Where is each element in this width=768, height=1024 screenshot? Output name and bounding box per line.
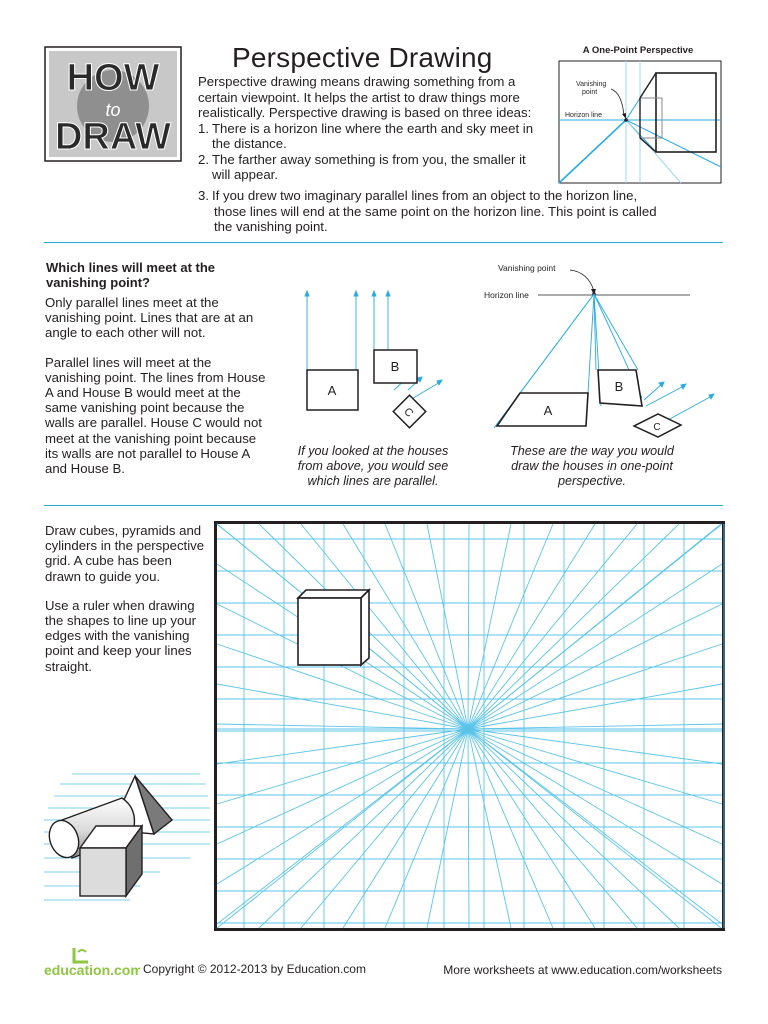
how-to-draw-logo [44, 46, 182, 162]
perspective-grid[interactable] [214, 521, 725, 931]
section3-para2: Use a ruler when drawing the shapes to line up your edges with the vanishing point and keep your lines straight. [45, 597, 197, 674]
house-a-label: A [327, 383, 337, 398]
education-logo [44, 944, 140, 978]
section-divider-2 [44, 505, 723, 506]
logo-draw: DRAW [54, 116, 172, 158]
section2-para1: Only parallel lines meet at the vanishing point. Lines that are at an angle to each other will not. [45, 295, 254, 341]
one-point-perspective-diagram [556, 40, 724, 185]
house-c-persp-label: C [653, 422, 661, 433]
more-worksheets-link[interactable]: More worksheets at www.education.com/worksheets [443, 963, 722, 977]
shapes-illustration [40, 762, 212, 912]
diagram3-horizon-label: Horizon line [484, 290, 529, 300]
house-a-persp-label: A [543, 403, 553, 418]
house-b-persp-label: B [614, 379, 624, 394]
diagram3-caption: These are the way you would draw the houses in one-point perspective. [510, 444, 674, 488]
page-title: Perspective Drawing [232, 42, 493, 73]
example-cube [298, 590, 369, 665]
houses-perspective-diagram [476, 258, 724, 442]
diagram1-title: A One-Point Perspective [582, 45, 694, 56]
idea-1: 1. There is a horizon line where the earth and sky meet in the distance. [198, 120, 534, 151]
section3-para1: Draw cubes, pyramids and cylinders in the perspective grid. A cube has been drawn to guide you. [45, 523, 205, 584]
diagram1-horizon-label: Horizon line [565, 112, 602, 119]
section2-para2: Parallel lines will meet at the vanishing point. The lines from House A and House B would meet at the same vanishing point because the walls are parallel. House C would not meet at the vanishing point because its walls are not parallel to House A and House B. [45, 354, 266, 477]
diagram1-vp-label-1: Vanishing [576, 81, 607, 88]
intro-text [198, 74, 538, 183]
section2-heading: Which lines will meet at the vanishing point? [46, 260, 216, 290]
logo-to: to [105, 100, 121, 120]
diagram3-vp-label: Vanishing point [498, 263, 556, 273]
copyright: Copyright © 2012-2013 by Education.com [143, 962, 366, 976]
intro-lead: Perspective drawing means drawing something from a certain viewpoint. It helps the artist to draw things more realistically. Perspective drawing is based on three ideas: [198, 74, 532, 120]
diagram1-vp-label-2: point [582, 89, 598, 96]
section-divider-1 [44, 242, 723, 243]
education-brand: education.com [44, 962, 140, 978]
diagram2-caption: If you looked at the houses from above, you would see which lines are parallel. [297, 444, 449, 488]
idea-3: 3. If you drew two imaginary parallel lines from an object to the horizon line, those lines will end at the same point on the horizon line. This point is called the vanishing point. [198, 188, 657, 234]
house-c-label: C [401, 405, 416, 420]
idea-2: 2. The farther away something is from you, the smaller it will appear. [198, 151, 526, 182]
section3-body [45, 523, 207, 688]
section2-body [45, 295, 267, 490]
houses-top-view-diagram [282, 282, 458, 440]
house-b-label: B [390, 359, 400, 374]
logo-how: HOW [66, 57, 160, 99]
